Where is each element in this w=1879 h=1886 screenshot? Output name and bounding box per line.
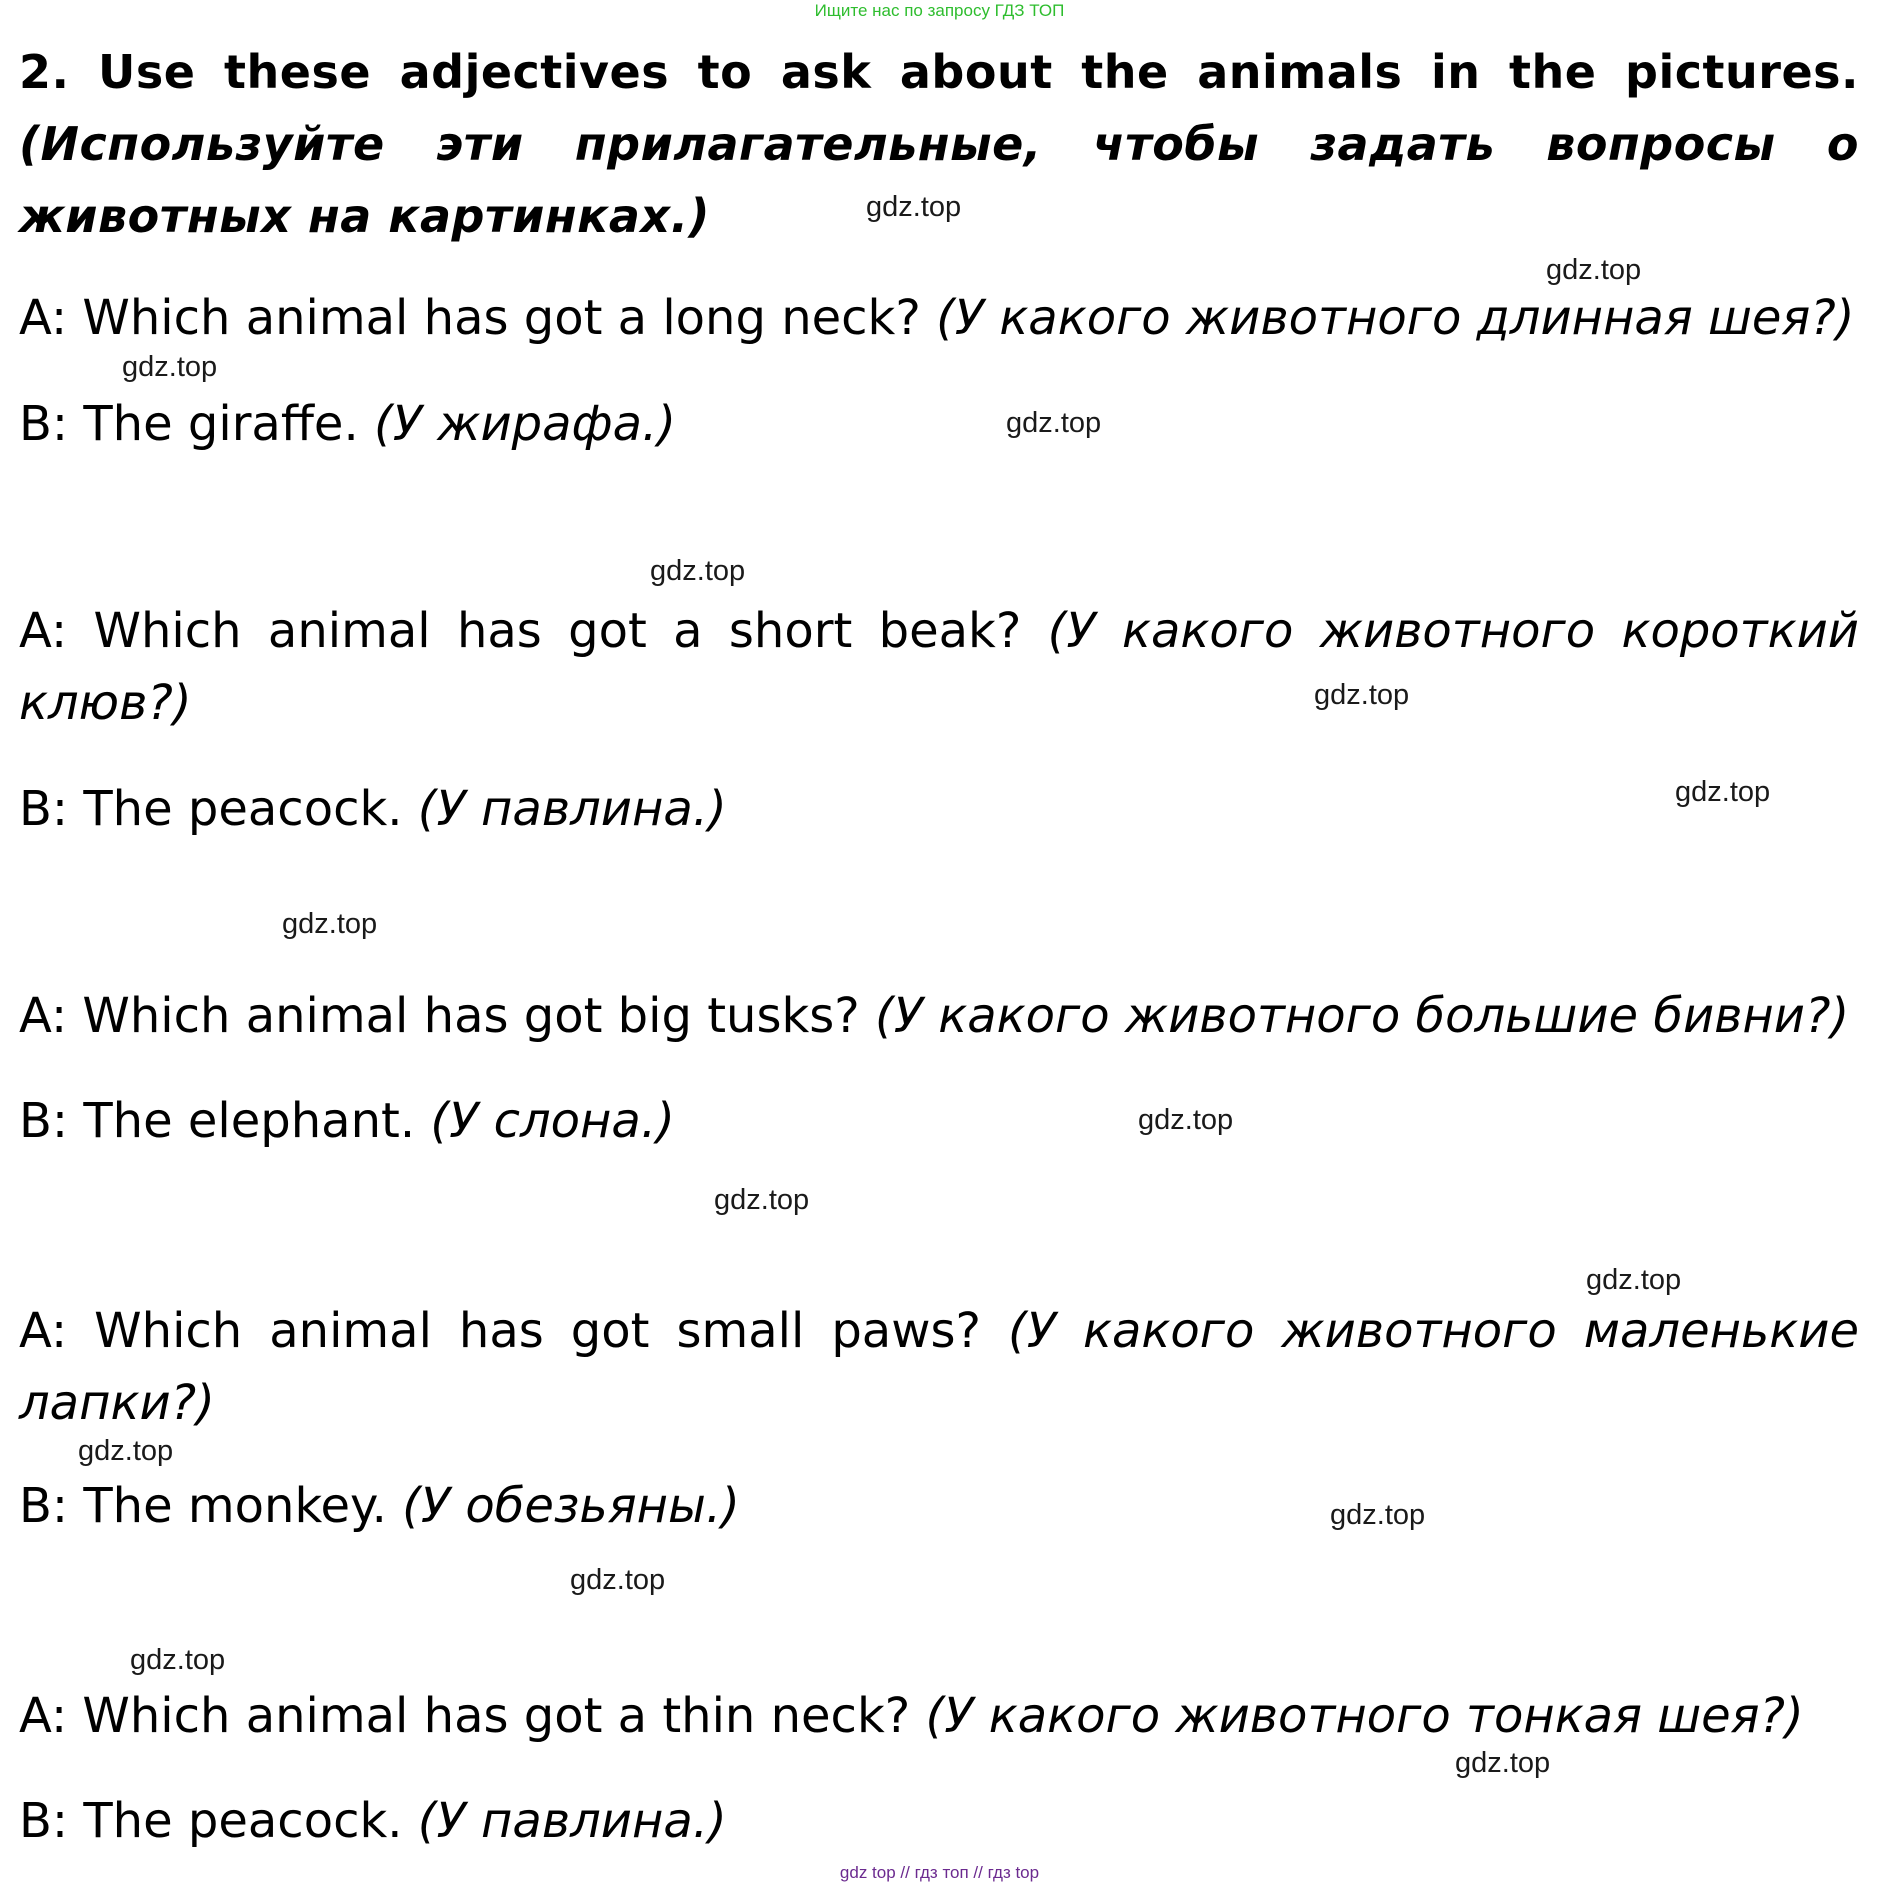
- question-3-russian: (У какого животного большие бивни?): [875, 988, 1850, 1044]
- watermark: gdz.top: [78, 1435, 174, 1467]
- question-4: [19, 1295, 1859, 1439]
- watermark: gdz.top: [570, 1564, 666, 1596]
- question-5-russian: (У какого животного тонкая шея?): [925, 1688, 1804, 1744]
- top-banner: Ищите нас по запросу ГДЗ ТОП: [814, 1, 1065, 20]
- answer-5-russian: (У павлина.): [417, 1793, 727, 1849]
- answer-2-english: B: The peacock.: [19, 781, 403, 837]
- watermark: gdz.top: [1455, 1747, 1551, 1779]
- answer-5-english: B: The peacock.: [19, 1793, 403, 1849]
- question-3: [19, 980, 1859, 1052]
- watermark: gdz.top: [1138, 1104, 1234, 1136]
- heading-russian: (Используйте эти прилагательные, чтобы задать вопросы о животных на картинках.): [19, 117, 1859, 243]
- answer-5: [19, 1785, 1859, 1857]
- answer-4-russian: (У обезьяны.): [402, 1478, 740, 1534]
- answer-1: [19, 388, 1859, 460]
- watermark: gdz.top: [282, 908, 378, 940]
- question-2-english: A: Which animal has got a short beak?: [19, 603, 1022, 659]
- bottom-banner: gdz top // гдз топ // гдз top: [839, 1863, 1040, 1882]
- watermark: gdz.top: [1314, 679, 1410, 711]
- question-1: [19, 282, 1859, 354]
- answer-1-english: B: The giraffe.: [19, 396, 359, 452]
- watermark: gdz.top: [1675, 776, 1771, 808]
- answer-1-russian: (У жирафа.): [373, 396, 676, 452]
- watermark: gdz.top: [714, 1184, 810, 1216]
- question-2-russian: (У какого животного короткий клюв?): [19, 603, 1859, 731]
- answer-3-english: B: The elephant.: [19, 1093, 416, 1149]
- question-4-russian: (У какого животного маленькие лапки?): [19, 1303, 1860, 1431]
- answer-3-russian: (У слона.): [430, 1093, 675, 1149]
- question-1-russian: (У какого животного длинная шея?): [936, 290, 1855, 346]
- question-4-english: A: Which animal has got small paws?: [19, 1303, 981, 1359]
- question-2: [19, 595, 1859, 739]
- watermark: gdz.top: [1586, 1264, 1682, 1296]
- answer-4-english: B: The monkey.: [19, 1478, 387, 1534]
- watermark: gdz.top: [1546, 254, 1642, 286]
- watermark: gdz.top: [122, 351, 218, 383]
- answer-2: [19, 773, 1859, 845]
- question-5: [19, 1680, 1859, 1752]
- answer-4: [19, 1470, 1859, 1542]
- watermark: gdz.top: [1330, 1499, 1426, 1531]
- watermark: gdz.top: [650, 555, 746, 587]
- watermark: gdz.top: [1006, 407, 1102, 439]
- question-1-english: A: Which animal has got a long neck?: [19, 290, 921, 346]
- watermark: gdz.top: [130, 1644, 226, 1676]
- question-3-english: A: Which animal has got big tusks?: [19, 988, 860, 1044]
- answer-3: [19, 1085, 1859, 1157]
- heading-english: 2. Use these adjectives to ask about the animals in the pictures.: [19, 45, 1859, 99]
- answer-2-russian: (У павлина.): [417, 781, 727, 837]
- watermark: gdz.top: [866, 191, 962, 223]
- question-5-english: A: Which animal has got a thin neck?: [19, 1688, 911, 1744]
